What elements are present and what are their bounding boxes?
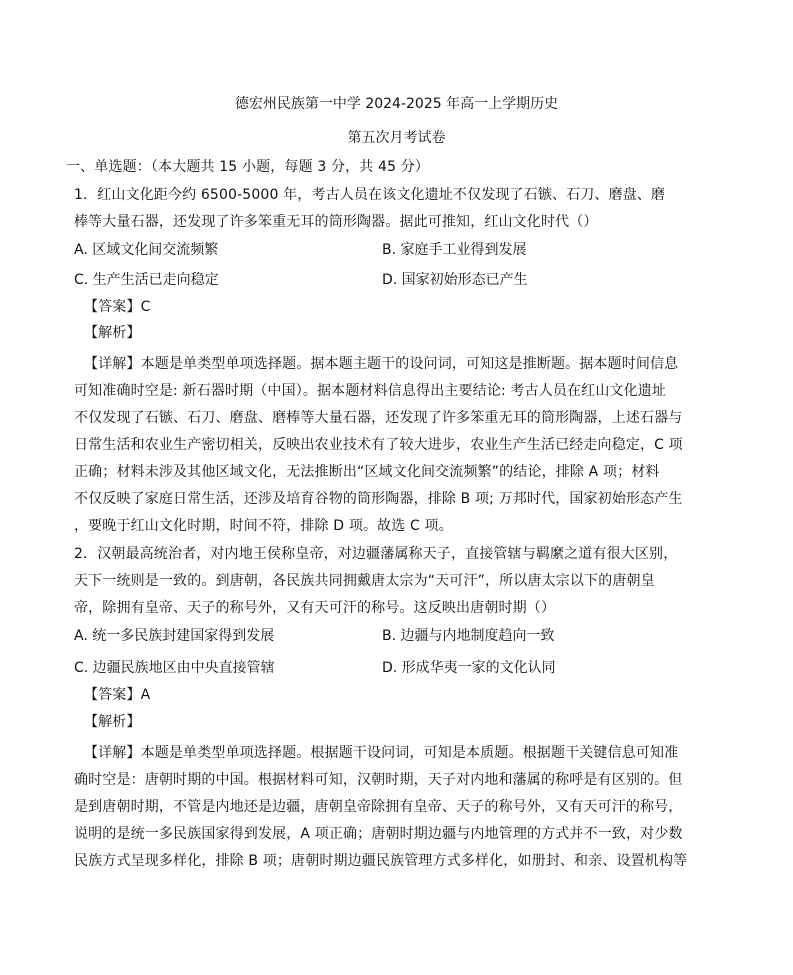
question-1-detail-line-1: 【详解】本题是单类型单项选择题。据本题主题干的设问词，可知这是推断题。据本题时间信息	[84, 356, 679, 372]
question-2-stem-line-2: 天下一统则是一致的。到唐朝，各民族共同拥戴唐太宗为“天可汗”，所以唐太宗以下的唐朝皇	[74, 573, 655, 589]
question-2-detail-line-3: 是到唐朝时期，不管是内地还是边疆，唐朝皇帝除拥有皇帝、天子的称号外，又有天可汗的称号，	[74, 799, 683, 815]
question-2-stem-line-1: 2．汉朝最高统治者，对内地王侯称皇帝，对边疆藩属称天子，直接管辖与羁縻之道有很大区别，	[74, 546, 678, 562]
exam-title: 德宏州民族第一中学 2024-2025 年高一上学期历史	[234, 96, 559, 112]
question-1-detail-line-3: 不仅发现了石镞、石刀、磨盘、磨棒等大量石器，还发现了许多笨重无耳的筒形陶器，上述石器与	[74, 410, 683, 426]
question-1-detail-line-6: 不仅反映了家庭日常生活，还涉及培育谷物的筒形陶器，排除 B 项; 万邦时代，国家初始形态产生	[74, 491, 683, 507]
question-1-option-a: A. 区域文化间交流频繁	[74, 242, 219, 258]
question-2-answer: 【答案】A	[84, 687, 151, 703]
question-1-analysis-label: 【解析】	[84, 325, 141, 341]
question-2-detail-line-5: 民族方式呈现多样化，排除 B 项；唐朝时期边疆民族管理方式多样化，如册封、和亲、设置机构等	[74, 853, 688, 869]
question-1-detail-line-7: ，要晚于红山文化时期，时间不符，排除 D 项。故选 C 项。	[74, 518, 453, 534]
question-2-detail-line-2: 确时空是：唐朝时期的中国。根据材料可知，汉朝时期，天子对内地和藩属的称呼是有区别的。但	[74, 772, 683, 788]
question-2-stem-line-3: 帝，除拥有皇帝、天子的称号外，又有天可汗的称号。这反映出唐朝时期（）	[74, 600, 556, 616]
question-2-detail-line-4: 说明的是统一多民族国家得到发展，A 项正确；唐朝时期边疆与内地管理的方式并不一致，对少数	[74, 826, 683, 842]
question-2-option-b: B. 边疆与内地制度趋向一致	[382, 628, 555, 644]
section-heading: 一、单选题：（本大题共 15 小题，每题 3 分，共 45 分）	[66, 159, 430, 175]
question-1-detail-line-4: 日常生活和农业生产密切相关，反映出农业技术有了较大进步，农业生产生活已经走向稳定，C 项	[74, 437, 683, 453]
question-2-option-c: C. 边疆民族地区由中央直接管辖	[74, 660, 275, 676]
question-1-stem-line-2: 棒等大量石器，还发现了许多笨重无耳的筒形陶器。据此可推知，红山文化时代（）	[74, 214, 598, 230]
question-1-detail-line-5: 正确；材料未涉及其他区域文化，无法推断出“区域文化间交流频繁”的结论，排除 A 项；材料	[74, 464, 660, 480]
question-2-option-d: D. 形成华夷一家的文化认同	[382, 660, 556, 676]
question-1-detail-line-2: 可知准确时空是: 新石器时期（中国）。据本题材料信息得出主要结论: 考古人员在红山文化遗址	[74, 383, 667, 399]
question-1-option-d: D. 国家初始形态已产生	[382, 272, 528, 288]
question-1-stem-line-1: 1．红山文化距今约 6500-5000 年，考古人员在该文化遗址不仅发现了石镞、石刀、磨盘、磨	[74, 187, 666, 203]
question-2-detail-line-1: 【详解】本题是单类型单项选择题。根据题干设问词，可知是本质题。根据题干关键信息可知准	[84, 745, 679, 761]
question-1-option-b: B. 家庭手工业得到发展	[382, 242, 527, 258]
exam-subtitle: 第五次月考试卷	[347, 130, 446, 146]
question-1-option-c: C. 生产生活已走向稳定	[74, 272, 219, 288]
question-1-answer: 【答案】C	[84, 299, 151, 315]
question-2-option-a: A. 统一多民族封建国家得到发展	[74, 628, 275, 644]
question-2-analysis-label: 【解析】	[84, 714, 141, 730]
